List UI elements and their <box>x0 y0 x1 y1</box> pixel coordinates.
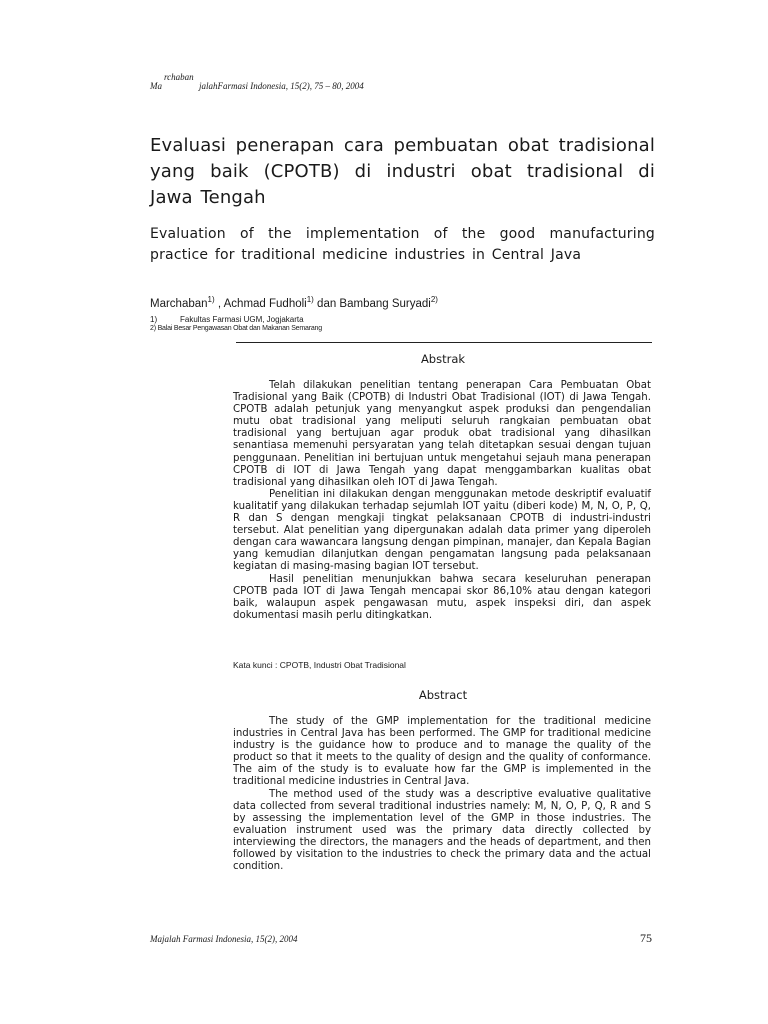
affiliation-1 <box>150 315 304 324</box>
keywords: Kata kunci : CPOTB, Industri Obat Tradisional <box>233 660 406 670</box>
affiliation-2: 2) Balai Besar Pengawasan Obat dan Makanan Semarang <box>150 325 322 332</box>
affiliation-marker: 1) <box>207 295 215 304</box>
footer-journal: Majalah Farmasi Indonesia, 15(2), 2004 <box>150 934 298 944</box>
header-prefix: Ma <box>150 81 162 91</box>
affiliation-marker: 1) <box>306 295 314 304</box>
affiliation-marker: 2) <box>430 295 438 304</box>
abstrak-heading: Abstrak <box>420 352 466 366</box>
abstrak-body <box>233 380 651 622</box>
abstract-heading: Abstract <box>418 688 468 702</box>
author-name: , Achmad Fudholi <box>214 298 307 310</box>
abstrak-paragraph: Penelitian ini dilakukan dengan menggunakan metode deskriptif evaluatif kualitatif yang dilakukan terhadap sejumlah IOT yaitu (diberi kode) M, N, O, P, Q, R dan S dengan mengkaji tingkat pelaksanaan CPOTB di industri-industri tersebut. Alat penelitian yang dipergunakan adalah data primer yang diperoleh dengan cara wawancara langsung dengan pimpinan, manajer, dan Kepala Bagian yang kemudian dilanjutkan dengan pengamatan langsung pada pelaksanaan kegiatan di masing-masing bagian IOT tersebut. <box>233 488 651 573</box>
page-number: 75 <box>640 931 652 945</box>
section-divider <box>236 342 652 343</box>
abstract-body <box>233 716 651 873</box>
affiliation-text: Fakultas Farmasi UGM, Jogjakarta <box>180 315 304 324</box>
author-name: dan Bambang Suryadi <box>313 298 431 310</box>
running-header <box>150 70 550 100</box>
abstract-paragraph: The study of the GMP implementation for the traditional medicine industries in Central Java has been performed. The GMP for traditional medicine industry is the guidance how to produce and to manage the quality of the product so that it meets to the quality of design and the quality of conformance. The aim of the study is to evaluate how far the GMP is implemented in the traditional medicine industries in Central Java. <box>233 716 651 788</box>
header-journal-citation: jalahFarmasi Indonesia, 15(2), 75 – 80, 2004 <box>199 81 364 91</box>
article-subtitle: Evaluation of the implementation of the good manufacturing practice for traditional medicine industries in Central Java <box>150 226 655 263</box>
affiliation-number: 1) <box>150 315 158 324</box>
header-superscript: rchaban <box>164 72 194 82</box>
author-name: Marchaban <box>150 298 208 310</box>
author-list <box>150 295 650 310</box>
abstrak-paragraph: Telah dilakukan penelitian tentang penerapan Cara Pembuatan Obat Tradisional yang Baik (CPOTB) di Industri Obat Tradisional (IOT) di Jawa Tengah. CPOTB adalah petunjuk yang menyangkut aspek produksi dan pengendalian mutu obat tradisional yang meliputi seluruh rangkaian pembuatan obat tradisional yang bertujuan agar produk obat tradisional yang dihasilkan senantiasa memenuhi persyaratan yang telah ditetapkan sesuai dengan tujuan penggunaan. Penelitian ini bertujuan untuk mengetahui sejauh mana penerapan CPOTB di IOT di Jawa Tengah yang dapat menggambarkan kualitas obat tradisional yang dihasilkan oleh IOT di Jawa Tengah. <box>233 380 651 488</box>
article-title: Evaluasi penerapan cara pembuatan obat tradisional yang baik (CPOTB) di industri obat tradisional di Jawa Tengah <box>150 135 655 208</box>
abstract-paragraph: The method used of the study was a descriptive evaluative qualitative data collected from several traditional industries namely: M, N, O, P, Q, R and S by assessing the implementation level of the GMP in those industries. The evaluation instrument used was the primary data directly collected by interviewing the directors, the managers and the heads of department, and then followed by visitation to the industries to check the primary data and the actual condition. <box>233 788 651 873</box>
abstrak-paragraph: Hasil penelitian menunjukkan bahwa secara keseluruhan penerapan CPOTB pada IOT di Jawa Tengah mencapai skor 86,10% atau dengan kategori baik, walaupun aspek pengawasan mutu, aspek inspeksi diri, dan aspek dokumentasi masih perlu ditingkatkan. <box>233 573 651 621</box>
